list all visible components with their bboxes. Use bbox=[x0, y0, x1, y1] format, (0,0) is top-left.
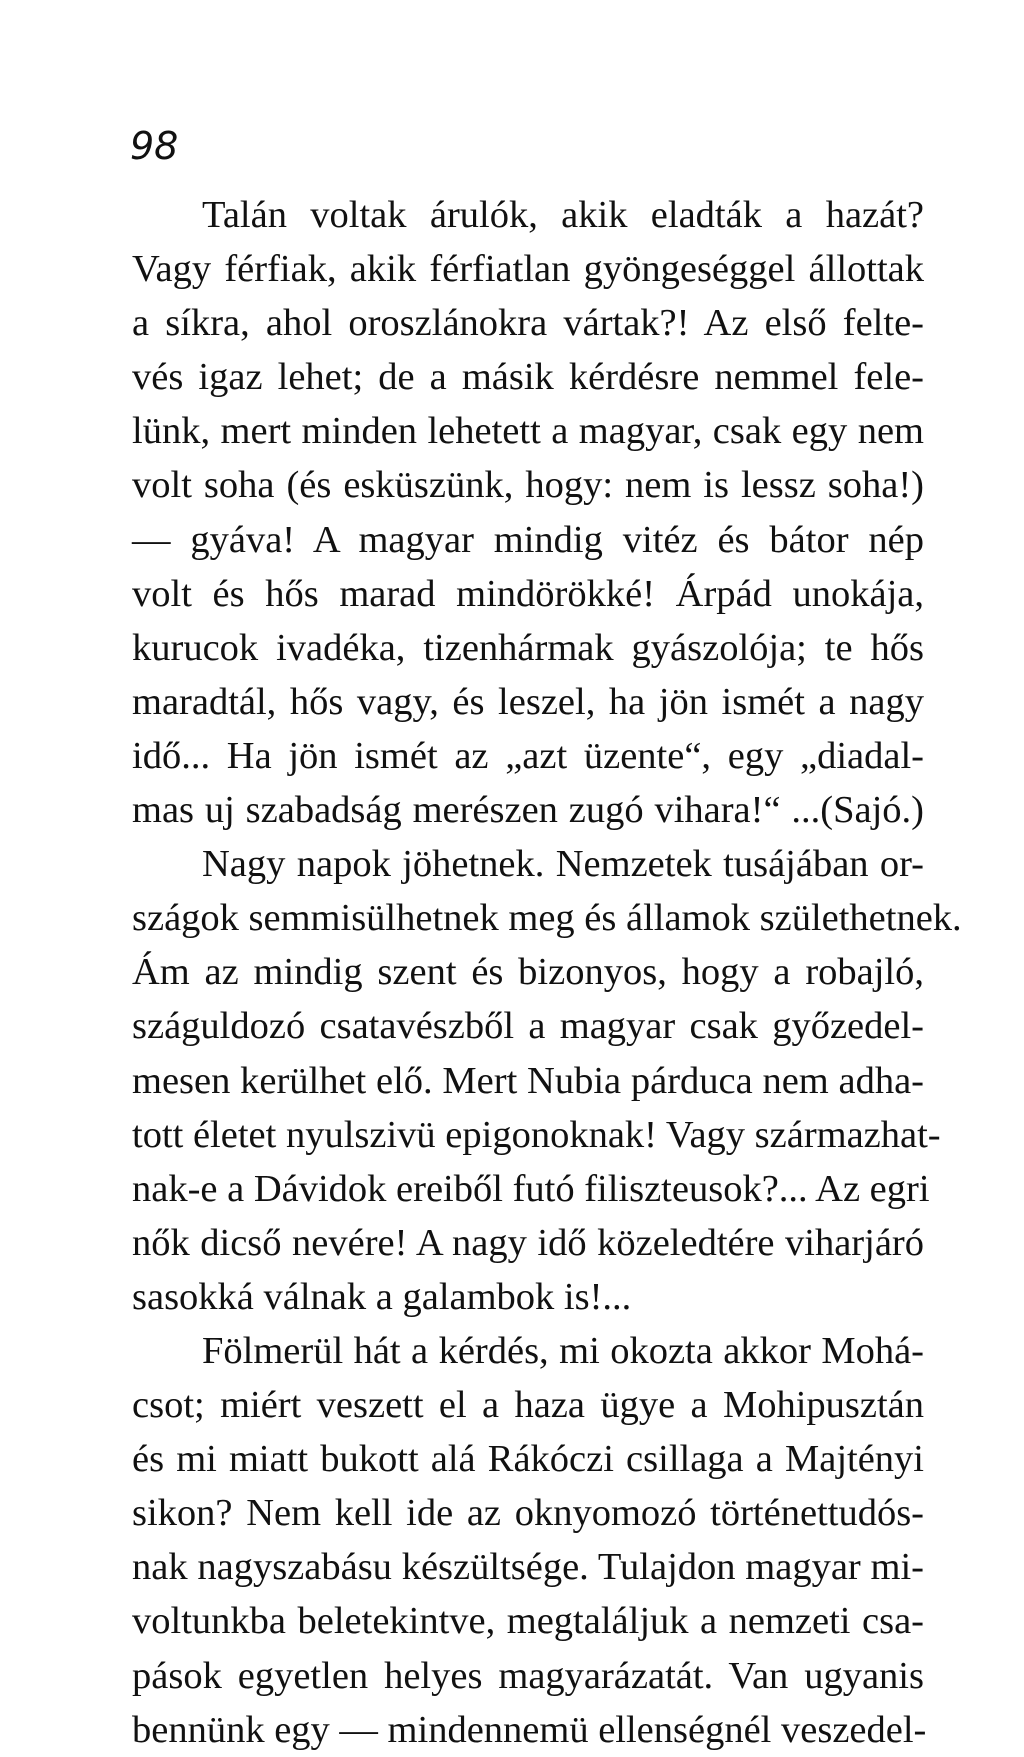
text-line: Vagy férfiak, akik férfiatlan gyöngeséggel állottak bbox=[132, 248, 924, 291]
text-line: maradtál, hős vagy, és leszel, ha jön ismét a nagy bbox=[132, 680, 924, 723]
text-line: nak-e a Dávidok ereiből futó filiszteusok?... Az egri bbox=[132, 1167, 930, 1210]
text-line: voltunkba beletekintve, megtaláljuk a nemzeti csa- bbox=[132, 1600, 924, 1643]
text-line: száguldozó csatavészből a magyar csak győzedel- bbox=[132, 1005, 924, 1048]
text-line: a síkra, ahol oroszlánokra vártak?! Az első felte- bbox=[132, 302, 924, 345]
text-line: pások egyetlen helyes magyarázatát. Van ugyanis bbox=[132, 1654, 924, 1697]
text-line: nők dicső nevére! A nagy idő közeledtére viharjáró bbox=[132, 1221, 924, 1264]
text-line: Nagy napok jöhetnek. Nemzetek tusájában or- bbox=[202, 843, 924, 886]
text-line: nak nagyszabásu készültsége. Tulajdon magyar mi- bbox=[132, 1546, 924, 1589]
text-line: sasokká válnak a galambok is!... bbox=[132, 1275, 632, 1318]
text-line: — gyáva! A magyar mindig vitéz és bátor nép bbox=[132, 518, 924, 561]
text-line: volt soha (és esküszünk, hogy: nem is lessz soha!) bbox=[132, 464, 924, 507]
text-line: lünk, mert minden lehetett a magyar, csak egy nem bbox=[132, 410, 924, 453]
page-number: 98 bbox=[130, 124, 179, 168]
text-line: kurucok ivadéka, tizenhármak gyászolója; te hős bbox=[132, 626, 924, 669]
text-line: sikon? Nem kell ide az oknyomozó történettudós- bbox=[132, 1492, 924, 1535]
text-line: mas uj szabadság merészen zugó vihara!“ ...(Sajó.) bbox=[132, 789, 924, 832]
text-line: Fölmerül hát a kérdés, mi okozta akkor Mohá- bbox=[202, 1329, 924, 1372]
text-line: idő... Ha jön ismét az „azt üzente“, egy „diadal- bbox=[132, 734, 924, 777]
body-text bbox=[132, 188, 962, 1757]
text-line: csot; miért veszett el a haza ügye a Mohipusztán bbox=[132, 1384, 924, 1427]
text-line: Talán voltak árulók, akik eladták a hazát? bbox=[202, 194, 924, 236]
text-line: vés igaz lehet; de a másik kérdésre nemmel fele- bbox=[132, 356, 924, 399]
text-line: és mi miatt bukott alá Rákóczi csillaga a Majtényi bbox=[132, 1438, 924, 1481]
text-line: mesen kerülhet elő. Mert Nubia párduca nem adha- bbox=[132, 1059, 924, 1102]
text-line: volt és hős marad mindörökké! Árpád unokája, bbox=[132, 572, 924, 615]
text-line: bennünk egy — mindennemü ellenségnél veszedel- bbox=[132, 1708, 927, 1751]
text-line: szágok semmisülhetnek meg és államok születhetnek. bbox=[132, 897, 962, 940]
text-line: Ám az mindig szent és bizonyos, hogy a robajló, bbox=[132, 951, 924, 994]
text-line: tott életet nyulszivü epigonoknak! Vagy származhat- bbox=[132, 1113, 941, 1156]
